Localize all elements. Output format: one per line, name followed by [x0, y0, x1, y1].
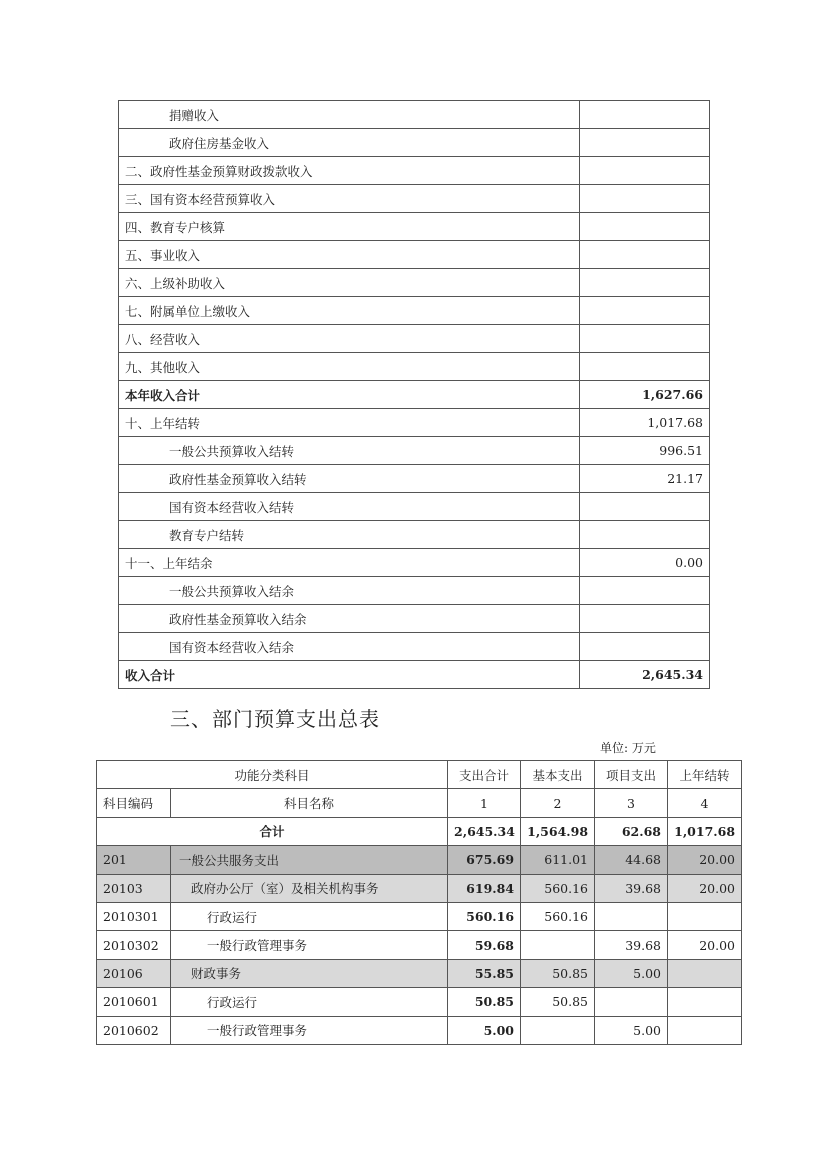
income-row: [119, 325, 710, 353]
subject-name: 行政运行: [171, 988, 448, 1016]
income-label: 国有资本经营收入结余: [119, 633, 580, 661]
expense-row: [97, 902, 742, 930]
subject-code: 20106: [97, 959, 171, 987]
income-value: [580, 101, 710, 129]
income-row: [119, 633, 710, 661]
amount: [668, 902, 742, 930]
income-label: 八、经营收入: [119, 325, 580, 353]
amount: 50.85: [448, 988, 521, 1016]
header-name: 科目名称: [171, 789, 448, 817]
amount: 560.16: [521, 874, 595, 902]
col-num: 2: [521, 789, 595, 817]
expense-row: [97, 874, 742, 902]
amount: [668, 959, 742, 987]
expense-row: [97, 931, 742, 959]
amount: [595, 988, 668, 1016]
income-label: 收入合计: [119, 661, 580, 689]
header-group: 功能分类科目: [97, 761, 448, 789]
subject-code: 2010301: [97, 902, 171, 930]
income-row: [119, 353, 710, 381]
income-row: [119, 101, 710, 129]
amount: 5.00: [448, 1016, 521, 1044]
income-row: [119, 185, 710, 213]
income-label: 四、教育专户核算: [119, 213, 580, 241]
income-label: 十、上年结转: [119, 409, 580, 437]
amount: 675.69: [448, 846, 521, 874]
amount: 50.85: [521, 988, 595, 1016]
subject-name: 财政事务: [171, 959, 448, 987]
total-label: 合计: [97, 817, 448, 845]
subject-name: 一般行政管理事务: [171, 931, 448, 959]
amount: [521, 1016, 595, 1044]
subject-name: 一般公共服务支出: [171, 846, 448, 874]
amount: 20.00: [668, 874, 742, 902]
income-row: [119, 577, 710, 605]
header-col: 支出合计: [448, 761, 521, 789]
expense-row: [97, 988, 742, 1016]
income-value: [580, 241, 710, 269]
subject-code: 2010302: [97, 931, 171, 959]
subject-code: 2010602: [97, 1016, 171, 1044]
income-label: 三、国有资本经营预算收入: [119, 185, 580, 213]
income-label: 七、附属单位上缴收入: [119, 297, 580, 325]
expense-row: [97, 846, 742, 874]
income-row: [119, 381, 710, 409]
income-value: 21.17: [580, 465, 710, 493]
income-label: 政府性基金预算收入结转: [119, 465, 580, 493]
income-value: [580, 157, 710, 185]
subject-code: 2010601: [97, 988, 171, 1016]
income-label: 十一、上年结余: [119, 549, 580, 577]
amount: 611.01: [521, 846, 595, 874]
income-label: 教育专户结转: [119, 521, 580, 549]
income-value: [580, 633, 710, 661]
header-row: [97, 789, 742, 817]
income-row: [119, 157, 710, 185]
total-value: 2,645.34: [448, 817, 521, 845]
income-table: [118, 100, 710, 689]
unit-label: 单位: 万元: [600, 741, 656, 755]
income-row: [119, 521, 710, 549]
income-value: 1,017.68: [580, 409, 710, 437]
income-value: [580, 297, 710, 325]
amount: 55.85: [448, 959, 521, 987]
amount: 619.84: [448, 874, 521, 902]
amount: [595, 902, 668, 930]
income-value: 2,645.34: [580, 661, 710, 689]
income-value: [580, 269, 710, 297]
income-label: 九、其他收入: [119, 353, 580, 381]
amount: 560.16: [448, 902, 521, 930]
amount: 39.68: [595, 874, 668, 902]
income-label: 六、上级补助收入: [119, 269, 580, 297]
income-row: [119, 409, 710, 437]
income-row: [119, 437, 710, 465]
income-value: 0.00: [580, 549, 710, 577]
income-label: 二、政府性基金预算财政拨款收入: [119, 157, 580, 185]
income-label: 国有资本经营收入结转: [119, 493, 580, 521]
income-value: [580, 521, 710, 549]
income-value: [580, 577, 710, 605]
income-row: [119, 605, 710, 633]
amount: 5.00: [595, 959, 668, 987]
header-col: 基本支出: [521, 761, 595, 789]
amount: 20.00: [668, 931, 742, 959]
header-row: [97, 761, 742, 789]
income-label: 一般公共预算收入结余: [119, 577, 580, 605]
income-value: [580, 325, 710, 353]
expense-table: [96, 760, 742, 1045]
col-num: 1: [448, 789, 521, 817]
amount: [668, 1016, 742, 1044]
section-title: 三、部门预算支出总表: [170, 707, 380, 731]
amount: 59.68: [448, 931, 521, 959]
amount: 50.85: [521, 959, 595, 987]
income-value: [580, 353, 710, 381]
amount: [668, 988, 742, 1016]
total-value: 62.68: [595, 817, 668, 845]
total-row: [97, 817, 742, 845]
expense-row: [97, 959, 742, 987]
income-label: 本年收入合计: [119, 381, 580, 409]
income-label: 政府住房基金收入: [119, 129, 580, 157]
amount: 20.00: [668, 846, 742, 874]
amount: [521, 931, 595, 959]
income-row: [119, 661, 710, 689]
subject-name: 政府办公厅（室）及相关机构事务: [171, 874, 448, 902]
income-value: 1,627.66: [580, 381, 710, 409]
subject-name: 行政运行: [171, 902, 448, 930]
income-label: 一般公共预算收入结转: [119, 437, 580, 465]
income-row: [119, 493, 710, 521]
subject-code: 20103: [97, 874, 171, 902]
income-row: [119, 129, 710, 157]
amount: 5.00: [595, 1016, 668, 1044]
income-row: [119, 465, 710, 493]
total-value: 1,017.68: [668, 817, 742, 845]
expense-row: [97, 1016, 742, 1044]
subject-code: 201: [97, 846, 171, 874]
col-num: 3: [595, 789, 668, 817]
income-row: [119, 213, 710, 241]
income-row: [119, 297, 710, 325]
income-label: 捐赠收入: [119, 101, 580, 129]
amount: 39.68: [595, 931, 668, 959]
income-value: [580, 129, 710, 157]
amount: 44.68: [595, 846, 668, 874]
income-value: [580, 493, 710, 521]
income-value: [580, 213, 710, 241]
amount: 560.16: [521, 902, 595, 930]
total-value: 1,564.98: [521, 817, 595, 845]
income-row: [119, 269, 710, 297]
subject-name: 一般行政管理事务: [171, 1016, 448, 1044]
header-col: 项目支出: [595, 761, 668, 789]
header-col: 上年结转: [668, 761, 742, 789]
income-label: 政府性基金预算收入结余: [119, 605, 580, 633]
income-label: 五、事业收入: [119, 241, 580, 269]
income-row: [119, 241, 710, 269]
income-value: 996.51: [580, 437, 710, 465]
header-code: 科目编码: [97, 789, 171, 817]
income-value: [580, 185, 710, 213]
income-value: [580, 605, 710, 633]
col-num: 4: [668, 789, 742, 817]
income-row: [119, 549, 710, 577]
